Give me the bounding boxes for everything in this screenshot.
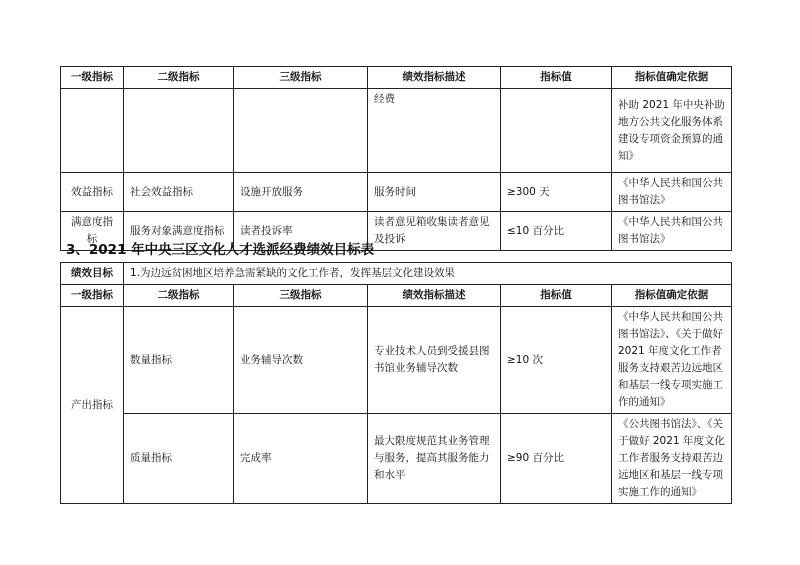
budget-table-continued [60,66,732,251]
section-title: 3、2021 年中央三区文化人才选派经费绩效目标表 [66,242,375,258]
cell-basis: 补助 2021 年中央补助地方公共文化服务体系建设专项资金预算的通知》 [612,89,732,173]
cell-basis: 《公共图书馆法》、《关于做好 2021 年度文化工作者服务支持艰苦边远地区和基层一线专项实施工作的通知》 [612,414,732,504]
table-header-row [61,67,732,89]
cell-description: 服务时间 [368,173,501,212]
header-level2: 二级指标 [124,285,234,307]
cell-level3: 业务辅导次数 [234,307,368,414]
cell-level1 [61,89,124,173]
header-level3: 三级指标 [234,285,368,307]
cell-level3 [234,89,368,173]
header-basis: 指标值确定依据 [612,285,732,307]
goal-text: 1.为边远贫困地区培养急需紧缺的文化工作者，发挥基层文化建设效果 [124,263,732,285]
goal-row [61,263,732,285]
table-row [61,307,732,414]
cell-level2 [124,89,234,173]
header-value: 指标值 [501,67,612,89]
cell-basis: 《中华人民共和国公共图书馆法》 [612,212,732,251]
header-basis: 指标值确定依据 [612,67,732,89]
cell-value: ≥10 次 [501,307,612,414]
header-description: 绩效指标描述 [368,285,501,307]
cell-value: ≤10 百分比 [501,212,612,251]
cell-level3: 读者投诉率 [234,212,368,251]
cell-level2: 服务对象满意度指标 [124,212,234,251]
cell-description: 最大限度规范其业务管理与服务，提高其服务能力和水平 [368,414,501,504]
cell-level1: 产出指标 [61,307,124,504]
cell-value: ≥90 百分比 [501,414,612,504]
table-row [61,414,732,504]
table-header-row [61,285,732,307]
cell-basis: 《中华人民共和国公共图书馆法》 [612,173,732,212]
header-value: 指标值 [501,285,612,307]
talent-fund-table [60,262,732,504]
cell-level3: 设施开放服务 [234,173,368,212]
cell-level1: 效益指标 [61,173,124,212]
cell-level2: 数量指标 [124,307,234,414]
header-level1: 一级指标 [61,285,124,307]
cell-level2: 质量指标 [124,414,234,504]
cell-level2: 社会效益指标 [124,173,234,212]
header-description: 绩效指标描述 [368,67,501,89]
cell-value: ≥300 天 [501,173,612,212]
table-row [61,89,732,173]
header-level1: 一级指标 [61,67,124,89]
goal-label: 绩效目标 [61,263,124,285]
cell-basis: 《中华人民共和国公共图书馆法》、《关于做好 2021 年度文化工作者服务支持艰苦边远地区和基层一线专项实施工作的通知》 [612,307,732,414]
cell-value [501,89,612,173]
header-level3: 三级指标 [234,67,368,89]
header-level2: 二级指标 [124,67,234,89]
cell-description: 经费 [368,89,501,173]
cell-description: 读者意见箱收集读者意见及投诉 [368,212,501,251]
cell-level1: 满意度指标 [61,212,124,251]
cell-description: 专业技术人员到受援县图书馆业务辅导次数 [368,307,501,414]
table-row [61,173,732,212]
cell-level3: 完成率 [234,414,368,504]
